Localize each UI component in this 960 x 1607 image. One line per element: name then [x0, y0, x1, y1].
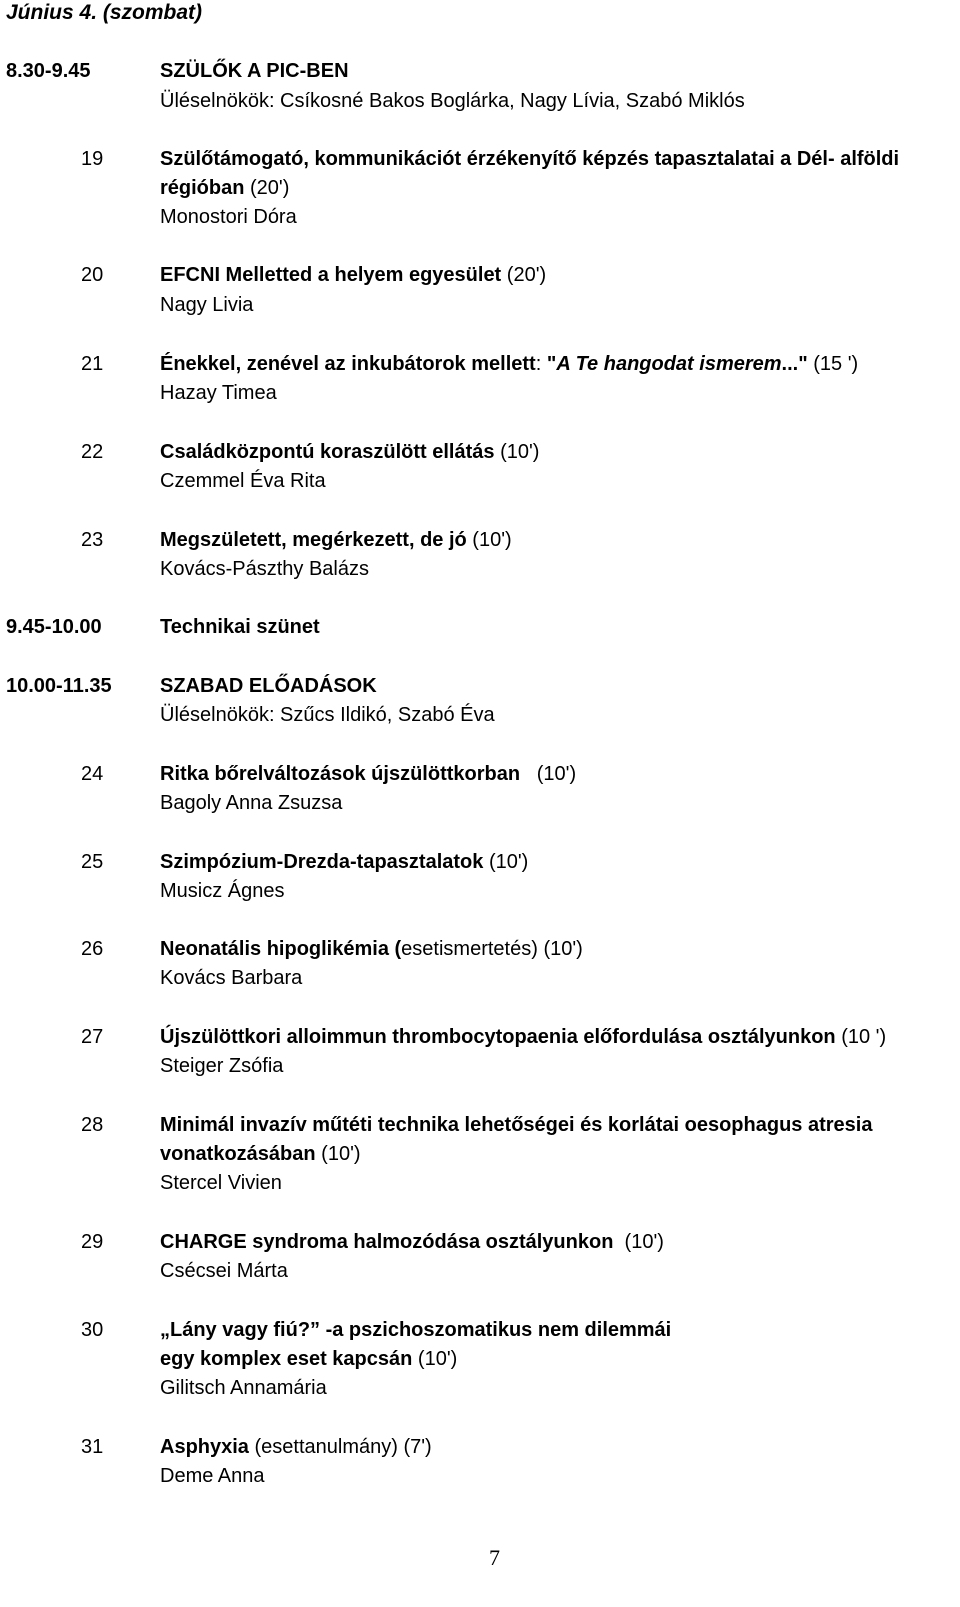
talk-title: „Lány vagy fiú?” -a pszichoszomatikus nem dilemmái — [160, 1319, 672, 1341]
talk-duration: (esettanulmány) (7') — [248, 1436, 432, 1458]
talk-author: Csécsei Márta — [160, 1260, 288, 1282]
talk-duration: (10') — [466, 529, 512, 551]
talk-number: 19 — [81, 148, 104, 170]
talk-author: Czemmel Éva Rita — [160, 470, 326, 492]
talk-author: Kovács-Pászthy Balázs — [160, 558, 369, 580]
talk-title-bold: egy komplex eset kapcsán — [160, 1348, 413, 1370]
break-time: 9.45-10.00 — [6, 616, 102, 638]
talk-title-quote-close: ..." — [781, 353, 808, 375]
talk-title-bold: Énekkel, zenével az inkubátorok mellett — [160, 353, 536, 375]
talk-duration: (20') — [244, 177, 290, 199]
talk-number: 29 — [81, 1231, 104, 1253]
talk-author: Musicz Ágnes — [160, 880, 285, 902]
talk-title-continued — [160, 175, 289, 201]
talk-number: 27 — [81, 1026, 104, 1048]
talk-number: 21 — [81, 353, 104, 375]
talk-number: 26 — [81, 938, 104, 960]
talk-title-bold: EFCNI Melletted a helyem egyesület — [160, 264, 502, 286]
talk-title-bold: CHARGE syndroma halmozódása osztályunkon — [160, 1231, 614, 1253]
talk-author: Steiger Zsófia — [160, 1055, 284, 1077]
talk-title — [160, 262, 546, 288]
talk-title — [160, 936, 583, 962]
session-time: 8.30-9.45 — [6, 60, 91, 82]
talk-duration: (15 ') — [807, 353, 859, 375]
talk-title: Szülőtámogató, kommunikációt érzékenyítő képzés tapasztalatai a Dél- alföldi — [160, 148, 900, 170]
talk-number: 25 — [81, 851, 104, 873]
talk-number: 22 — [81, 441, 104, 463]
talk-title-bold: Ritka bőrelváltozások újszülöttkorban — [160, 763, 521, 785]
talk-duration: (10') — [412, 1348, 458, 1370]
talk-number: 28 — [81, 1114, 104, 1136]
talk-title — [160, 439, 539, 465]
page-date-heading: Június 4. (szombat) — [6, 1, 203, 24]
talk-title-bold: régióban — [160, 177, 245, 199]
page-number: 7 — [489, 1545, 500, 1570]
talk-title-bold: Családközpontú koraszülött ellátás — [160, 441, 495, 463]
talk-duration: (10') — [520, 763, 577, 785]
talk-title-bold: Asphyxia — [160, 1436, 249, 1458]
talk-title — [160, 761, 576, 787]
talk-number: 24 — [81, 763, 104, 785]
talk-author: Stercel Vivien — [160, 1172, 282, 1194]
talk-title-bold: vonatkozásában — [160, 1143, 316, 1165]
talk-author: Bagoly Anna Zsuzsa — [160, 792, 343, 814]
talk-title — [160, 527, 512, 553]
talk-duration: (10') — [315, 1143, 361, 1165]
talk-title — [160, 1024, 886, 1050]
talk-title-italic: A Te hangodat ismerem — [556, 353, 782, 375]
talk-number: 23 — [81, 529, 104, 551]
talk-author: Deme Anna — [160, 1465, 265, 1487]
session-chairs: Üléselnökök: Csíkosné Bakos Boglárka, Nagy Lívia, Szabó Miklós — [160, 90, 745, 112]
session-title: SZÜLŐK A PIC-BEN — [160, 60, 349, 82]
talk-author: Nagy Livia — [160, 294, 254, 316]
talk-title — [160, 1434, 432, 1460]
talk-duration: esetismertetés) (10') — [401, 938, 583, 960]
talk-title-colon: : — [535, 353, 547, 375]
talk-title: Minimál invazív műtéti technika lehetőségei és korlátai oesophagus atresia — [160, 1114, 873, 1136]
session-chairs: Üléselnökök: Szűcs Ildikó, Szabó Éva — [160, 704, 495, 726]
talk-title — [160, 351, 858, 377]
talk-title-bold: Neonatális hipoglikémia ( — [160, 938, 402, 960]
talk-duration: (10 ') — [835, 1026, 887, 1048]
talk-title-bold: Megszületett, megérkezett, de jó — [160, 529, 467, 551]
session-title: SZABAD ELŐADÁSOK — [160, 675, 377, 697]
talk-duration: (10') — [613, 1231, 664, 1253]
talk-duration: (20') — [501, 264, 547, 286]
talk-title-continued — [160, 1141, 361, 1167]
talk-title — [160, 849, 528, 875]
talk-title-bold: Szimpózium-Drezda-tapasztalatok — [160, 851, 484, 873]
talk-author: Monostori Dóra — [160, 206, 297, 228]
talk-number: 31 — [81, 1436, 104, 1458]
talk-title — [160, 1229, 664, 1255]
talk-number: 30 — [81, 1319, 104, 1341]
talk-author: Gilitsch Annamária — [160, 1377, 327, 1399]
talk-author: Hazay Timea — [160, 382, 277, 404]
talk-title-quote-open: " — [546, 353, 557, 375]
talk-number: 20 — [81, 264, 104, 286]
talk-duration: (10') — [494, 441, 540, 463]
session-time: 10.00-11.35 — [6, 675, 112, 697]
break-title: Technikai szünet — [160, 616, 320, 638]
talk-duration: (10') — [483, 851, 529, 873]
talk-title-bold: Újszülöttkori alloimmun thrombocytopaenia előfordulása osztályunkon — [160, 1026, 836, 1048]
talk-author: Kovács Barbara — [160, 967, 303, 989]
talk-title-continued — [160, 1346, 457, 1372]
